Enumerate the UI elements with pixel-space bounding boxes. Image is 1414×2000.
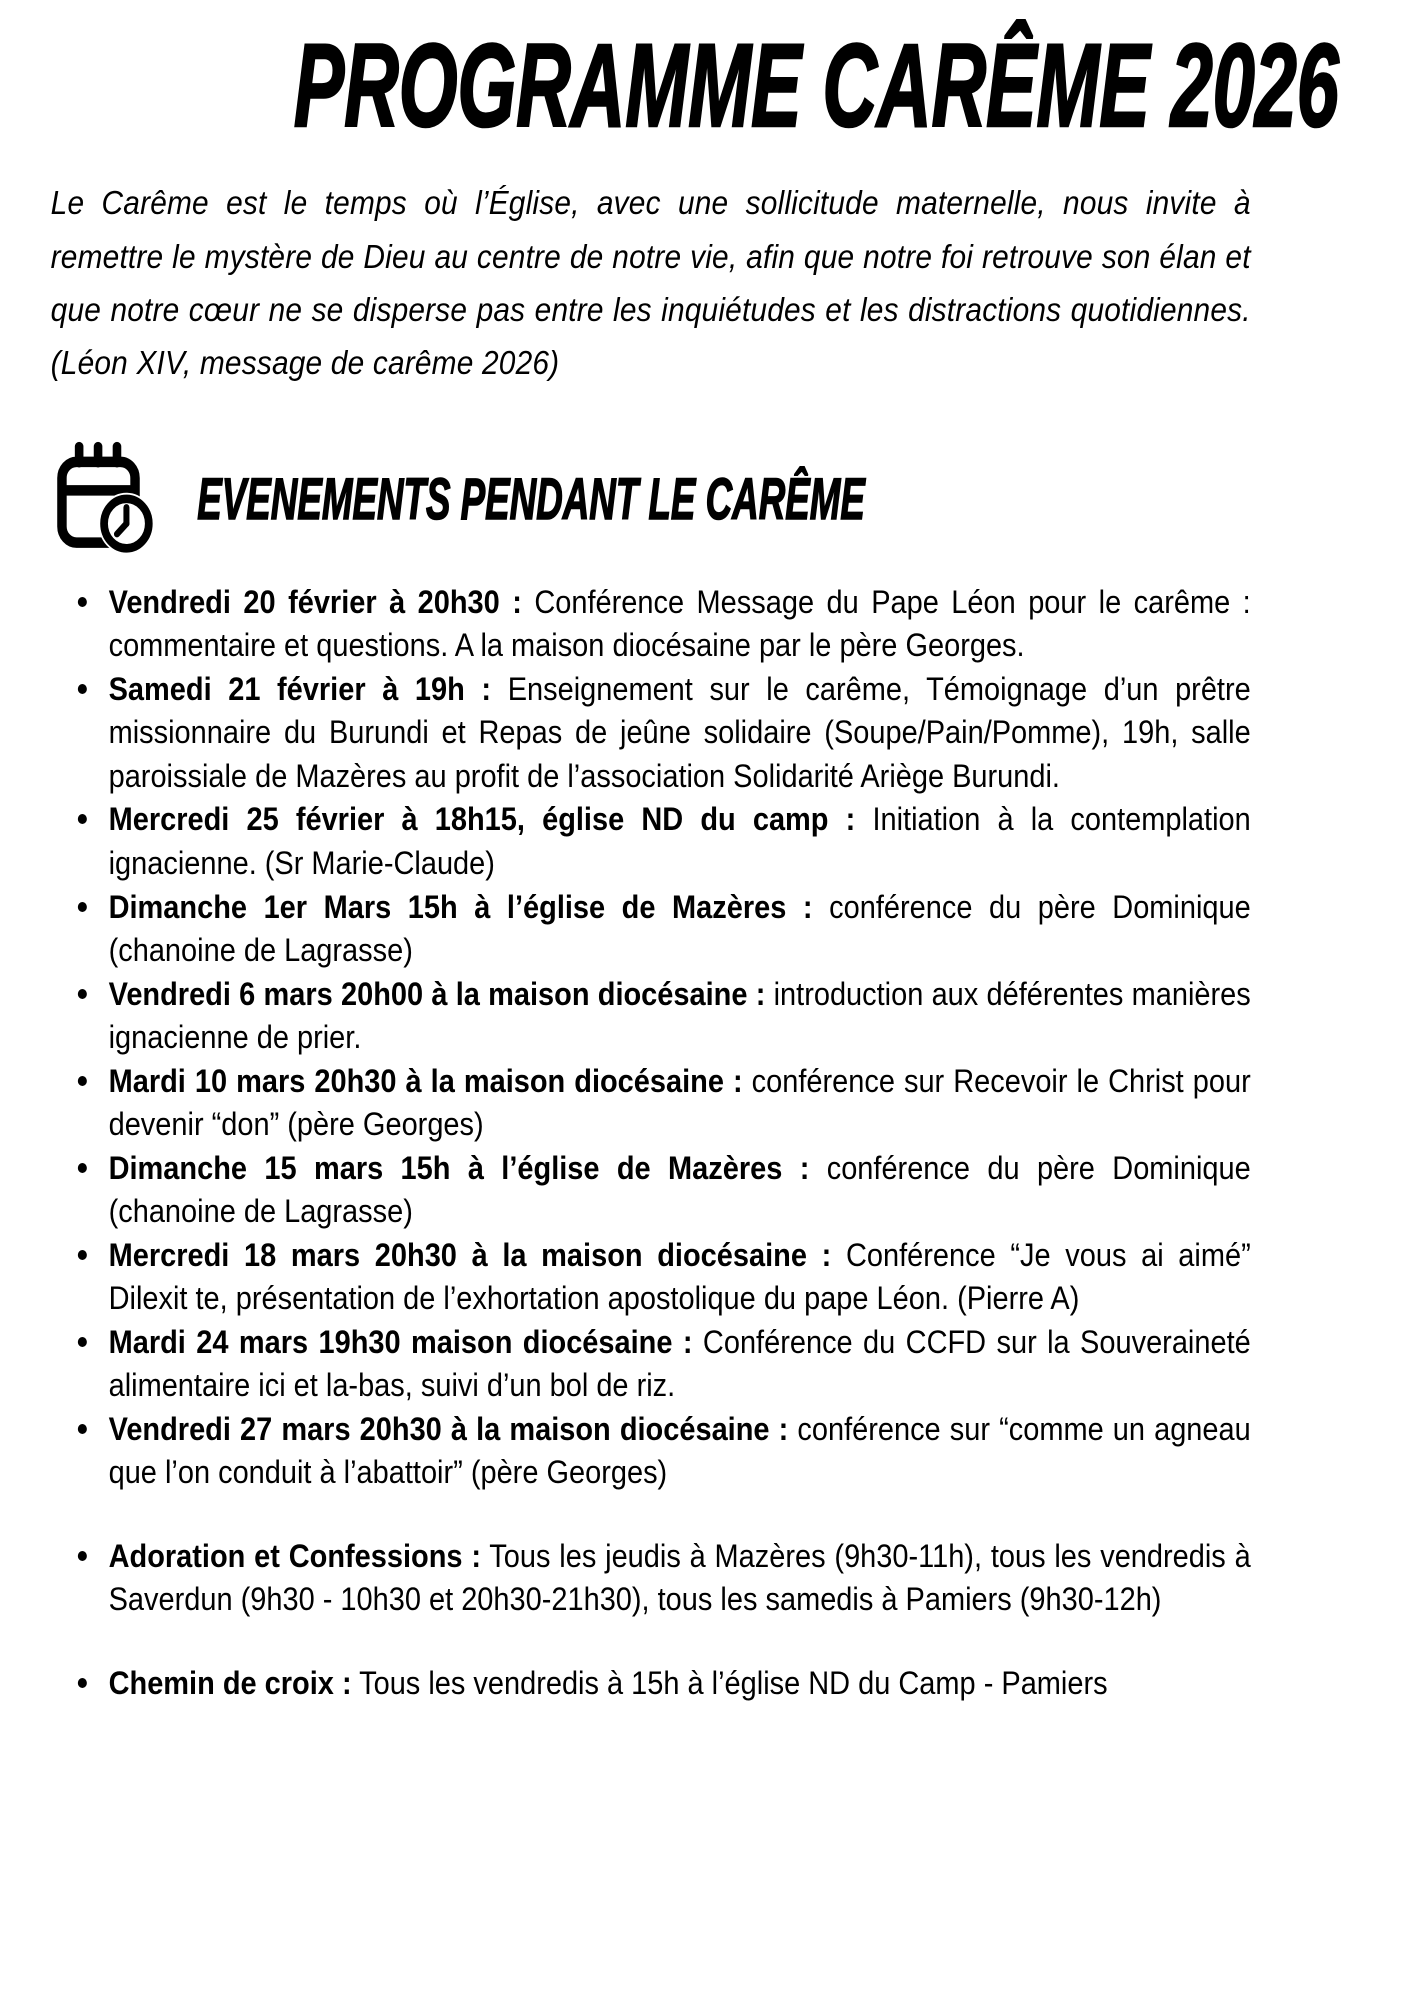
- event-text: conférence du père Dominique (chanoine de Lagrasse): [108, 888, 1251, 969]
- events-list: [51, 581, 1251, 1705]
- event-label: Dimanche 15 mars 15h à l’église de Mazères :: [108, 1149, 810, 1186]
- event-text: conférence sur “comme un agneau que l’on conduit à l’abattoir” (père Georges): [108, 1410, 1251, 1491]
- event-item: [109, 581, 1251, 668]
- page-title-text: PROGRAMME CARÊME 2026: [293, 20, 1339, 152]
- event-item: [109, 1234, 1251, 1321]
- event-label: Dimanche 1er Mars 15h à l’église de Mazères :: [108, 888, 813, 925]
- event-item: [109, 668, 1251, 799]
- event-item: [109, 1535, 1251, 1622]
- event-label: Samedi 21 février à 19h :: [108, 670, 492, 707]
- event-item: [109, 798, 1251, 885]
- event-label: Vendredi 20 février à 20h30 :: [108, 583, 522, 620]
- event-item: [109, 1147, 1251, 1234]
- event-label: Mercredi 25 février à 18h15, église ND du camp :: [108, 801, 856, 838]
- event-item: [109, 1408, 1251, 1495]
- event-text: conférence sur Recevoir le Christ pour devenir “don” (père Georges): [108, 1062, 1251, 1143]
- calendar-clock-icon: [51, 440, 158, 559]
- event-text: Enseignement sur le carême, Témoignage d’un prêtre missionnaire du Burundi et Repas de jeûne solidaire (Soupe/Pain/Pomme), 19h, salle paroissiale de Mazères au profit de l’association Solidarité Ariège Burundi.: [108, 670, 1251, 794]
- event-label: Mercredi 18 mars 20h30 à la maison diocésaine :: [108, 1236, 832, 1273]
- event-text: Conférence du CCFD sur la Souveraineté alimentaire ici et la-bas, suivi d’un bol de riz.: [108, 1323, 1251, 1404]
- event-item: [109, 886, 1251, 973]
- event-text: Tous les vendredis à 15h à l’église ND du Camp - Pamiers: [359, 1664, 1108, 1701]
- events-section-header: [51, 440, 1251, 559]
- event-item: [109, 1060, 1251, 1147]
- event-label: Adoration et Confessions :: [108, 1537, 481, 1574]
- event-item: [109, 1662, 1251, 1706]
- page-title: [0, 0, 1414, 152]
- event-text: Conférence “Je vous ai aimé” Dilexit te, présentation de l’exhortation apostolique du pape Léon. (Pierre A): [108, 1236, 1251, 1317]
- event-label: Chemin de croix :: [108, 1664, 352, 1701]
- event-text: Initiation à la contemplation ignacienne. (Sr Marie-Claude): [108, 801, 1251, 881]
- section-heading: [197, 466, 1151, 533]
- event-item: [109, 1321, 1251, 1408]
- event-label: Vendredi 27 mars 20h30 à la maison diocésaine :: [108, 1410, 789, 1447]
- event-label: Vendredi 6 mars 20h00 à la maison diocésaine :: [108, 975, 766, 1012]
- event-text: Conférence Message du Pape Léon pour le carême : commentaire et questions. A la maison diocésaine par le père Georges.: [108, 583, 1251, 664]
- event-text: conférence du père Dominique (chanoine de Lagrasse): [108, 1149, 1251, 1230]
- event-text: introduction aux déférentes manières ignacienne de prier.: [108, 975, 1251, 1056]
- document-body: [0, 176, 1301, 1705]
- event-item: [109, 973, 1251, 1060]
- event-label: Mardi 10 mars 20h30 à la maison diocésaine :: [108, 1062, 743, 1099]
- intro-paragraph: Le Carême est le temps où l’Église, avec une sollicitude maternelle, nous invite à remettre le mystère de Dieu au centre de notre vie, afin que notre foi retrouve son élan et que notre cœur ne se disperse pas entre les inquiétudes et les distractions quotidiennes. (Léon XIV, message de carême 2026): [50, 184, 1251, 382]
- event-label: Mardi 24 mars 19h30 maison diocésaine :: [108, 1323, 693, 1360]
- section-heading-text: EVENEMENTS PENDANT LE CARÊME: [197, 466, 865, 532]
- event-text: Tous les jeudis à Mazères (9h30-11h), tous les vendredis à Saverdun (9h30 - 10h30 et 20h30-21h30), tous les samedis à Pamiers (9h30-12h): [108, 1537, 1251, 1618]
